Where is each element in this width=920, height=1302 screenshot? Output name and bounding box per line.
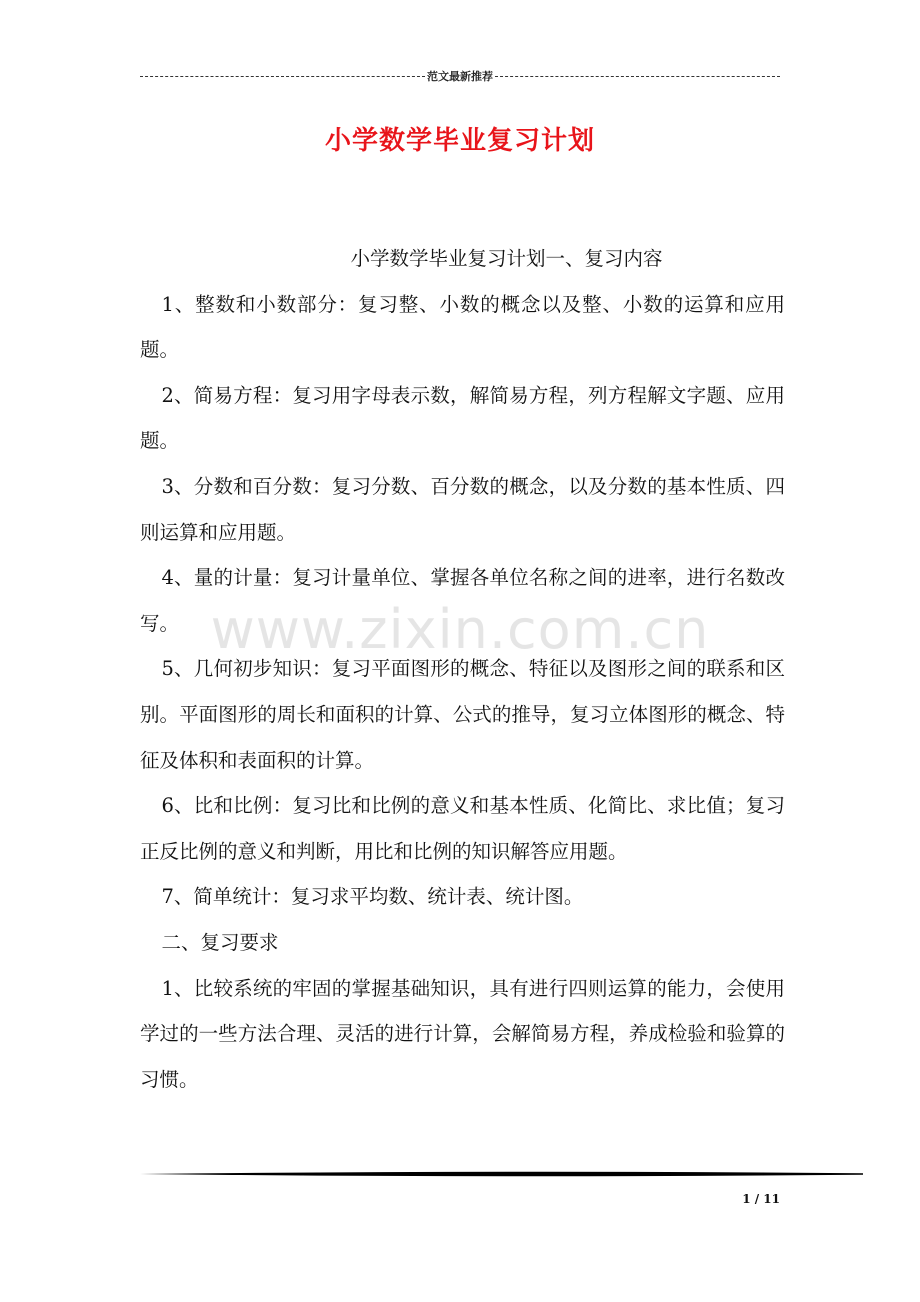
document-title: 小学数学毕业复习计划: [324, 126, 595, 156]
header-label: 范文最新推荐: [427, 70, 493, 83]
paragraph: 4、量的计量：复习计量单位、掌握各单位名称之间的进率，进行名数改写。: [140, 566, 785, 635]
paragraph: 1、整数和小数部分：复习整、小数的概念以及整、小数的运算和应用题。: [140, 292, 785, 362]
document-body: [140, 236, 785, 1102]
header-dashes-right: [495, 76, 780, 77]
paragraph: 3、分数和百分数：复习分数、百分数的概念，以及分数的基本性质、四则运算和应用题。: [140, 474, 785, 544]
page-header: [140, 66, 780, 86]
page-number: 1 / 11: [742, 1192, 780, 1206]
paragraph: 2、简易方程：复习用字母表示数，解简易方程，列方程解文字题、应用题。: [140, 383, 785, 453]
document-subtitle: 小学数学毕业复习计划一、复习内容: [350, 247, 663, 270]
paragraph: 1、比较系统的牢固的掌握基础知识，具有进行四则运算的能力，会使用学过的一些方法合理、灵活的进行计算，会解简易方程，养成检验和验算的习惯。: [140, 976, 785, 1091]
section-heading: 二、复习要求: [161, 930, 279, 954]
paragraph: 5、几何初步知识：复习平面图形的概念、特征以及图形之间的联系和区别。平面图形的周长和面积的计算、公式的推导，复习立体图形的概念、特征及体积和表面积的计算。: [140, 657, 785, 772]
paragraph: 6、比和比例：复习比和比例的意义和基本性质、化简比、求比值；复习正反比例的意义和判断，用比和比例的知识解答应用题。: [140, 794, 785, 863]
header-dashes-left: [140, 76, 425, 77]
footer-rule: [140, 1170, 863, 1178]
watermark: www.zixin.com.cn: [210, 598, 710, 661]
paragraph: 7、简单统计：复习求平均数、统计表、统计图。: [161, 885, 584, 909]
